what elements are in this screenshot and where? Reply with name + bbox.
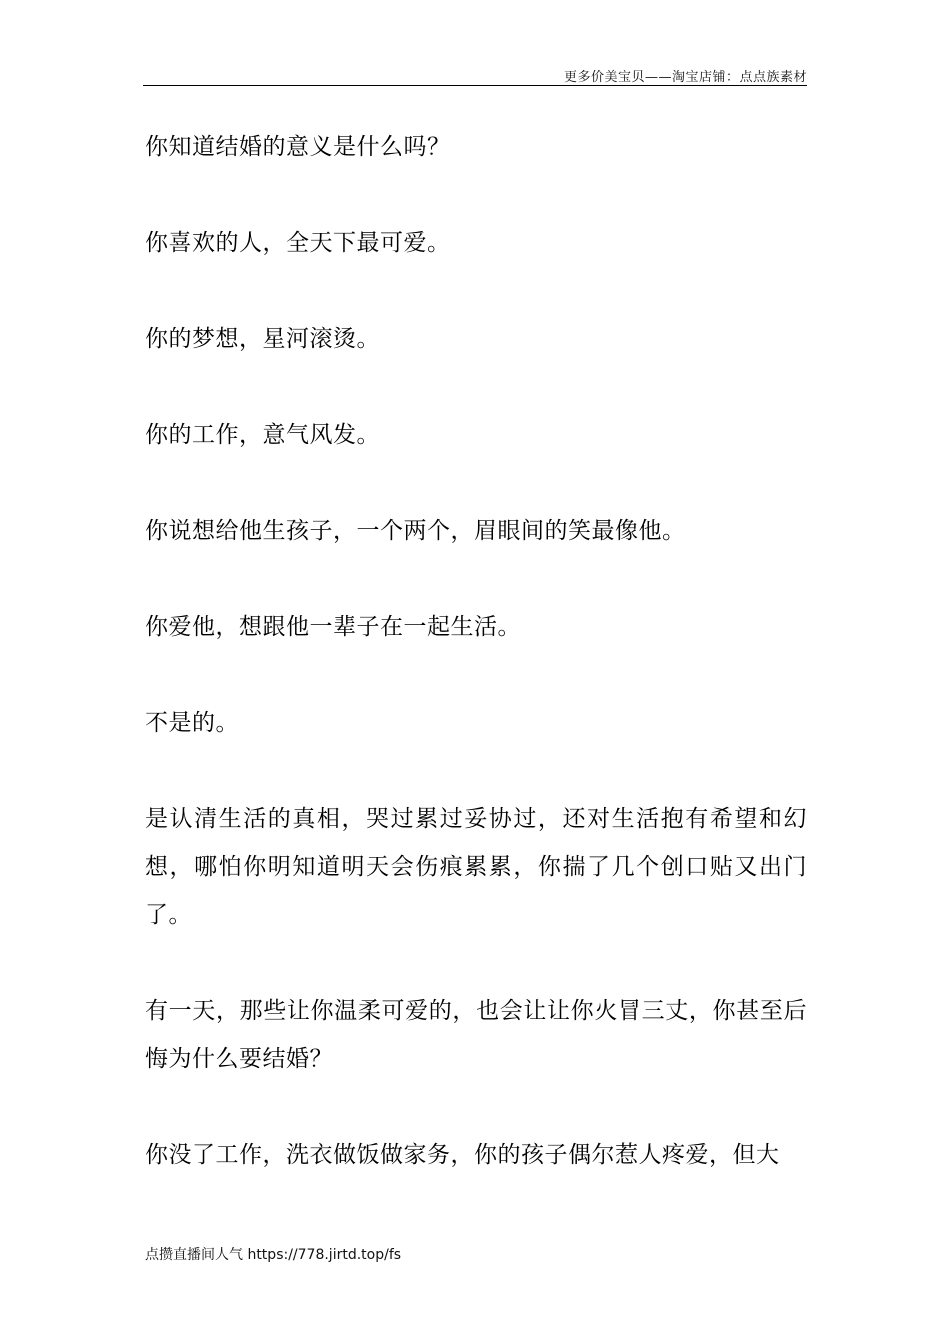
paragraph-2: 你喜欢的人，全天下最可爱。 [145, 230, 451, 256]
page-footer: 点攒直播间人气 https://778.jirtd.top/fs [145, 1247, 402, 1263]
paragraph-3: 你的梦想，星河滚烫。 [145, 326, 380, 352]
paragraph-8: 是认清生活的真相，哭过累过妥协过，还对生活抱有希望和幻想，哪怕你明知道明天会伤痕累累，你揣了几个创口贴又出门了。 [145, 806, 807, 928]
paragraph-1: 你知道结婚的意义是什么吗？ [145, 134, 451, 160]
paragraph-10: 你没了工作，洗衣做饭做家务，你的孩子偶尔惹人疼爱，但大 [145, 1142, 780, 1168]
page-header: 更多价美宝贝——淘宝店铺：点点族素材 [563, 70, 807, 85]
paragraph-7: 不是的。 [145, 710, 239, 736]
header-divider [143, 85, 807, 86]
paragraph-4: 你的工作，意气风发。 [145, 422, 380, 448]
document-body [145, 123, 807, 1227]
paragraph-9: 有一天，那些让你温柔可爱的，也会让让你火冒三丈，你甚至后悔为什么要结婚？ [145, 998, 807, 1072]
paragraph-5: 你说想给他生孩子，一个两个，眉眼间的笑最像他。 [145, 518, 686, 544]
paragraph-6: 你爱他，想跟他一辈子在一起生活。 [145, 614, 521, 640]
